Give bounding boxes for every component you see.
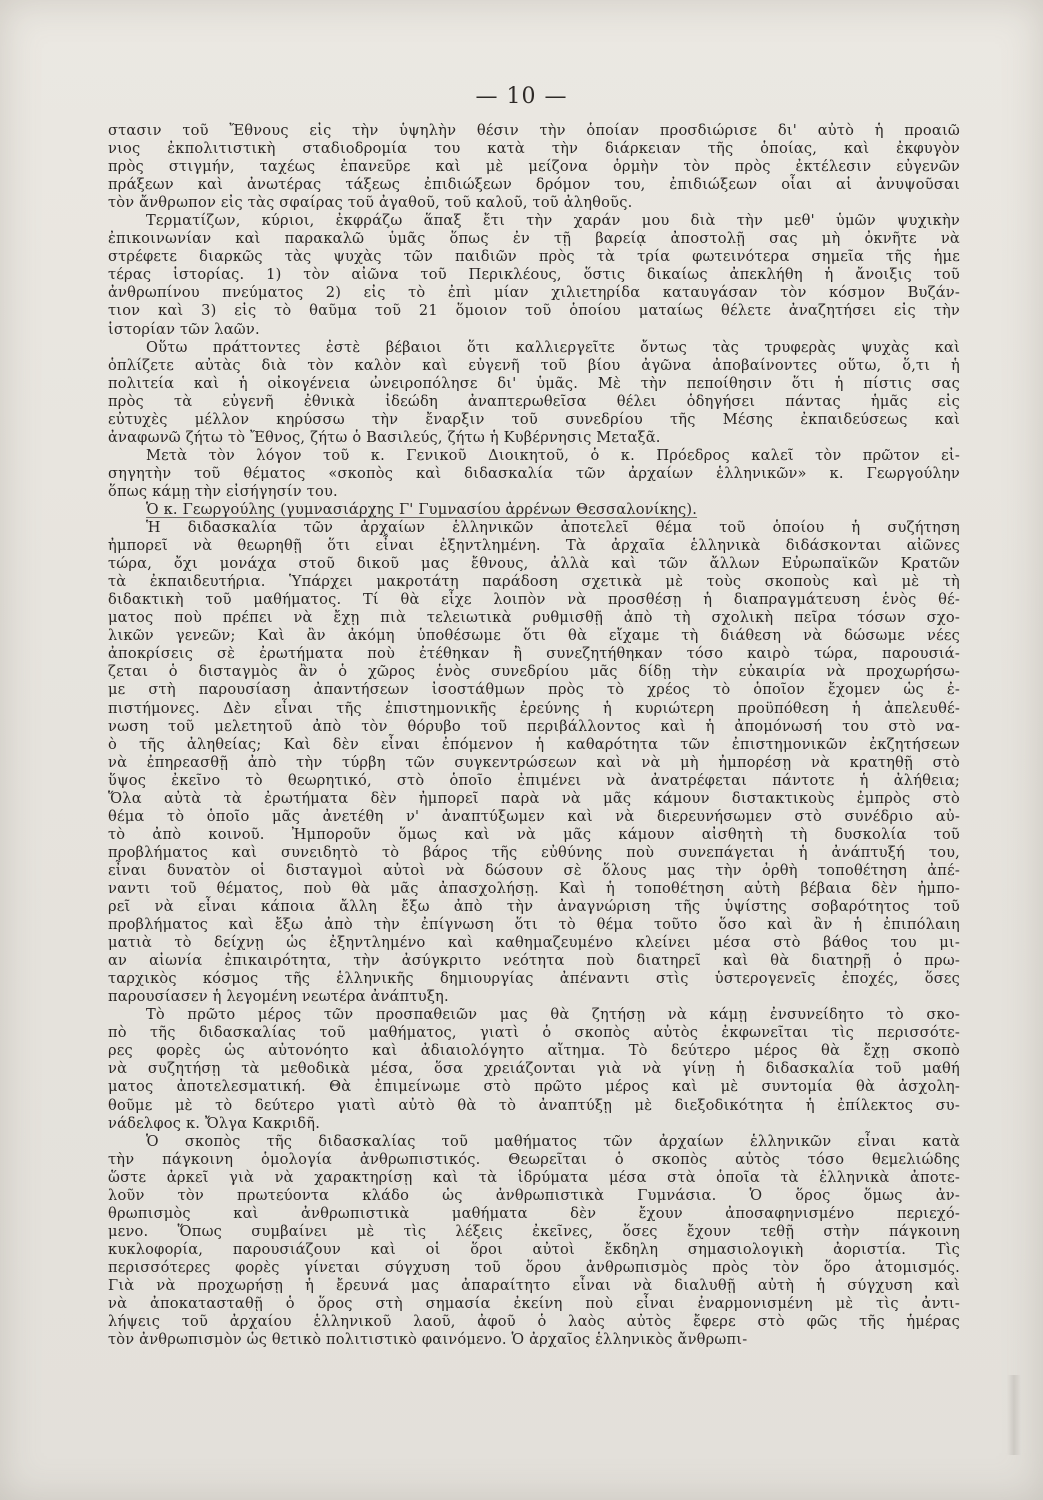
text-line: Τερματίζων, κύριοι, ἐκφράζω ἅπαξ ἔτι τὴν χαράν μου διὰ τὴν μεθ' ὑμῶν ψυχικὴν <box>146 212 960 230</box>
paragraph <box>108 519 960 1006</box>
text-line: τὸν ἄνθρωπον εἰς τὰς σφαίρας τοῦ ἀγαθοῦ, τοῦ καλοῦ, τοῦ ἀληθοῦς. <box>108 194 633 212</box>
text-line: πολιτεία καὶ ἡ οἰκογένεια ὠνειροπόλησε δι' ὑμᾶς. Μὲ τὴν πεποίθησιν ὅτι ἡ πίστις σας <box>108 374 960 392</box>
text-line: με στὴ παρουσίαση ἀπαντήσεων ἰσοστάθμων πρὸς τὸ χρέος τὸ ὁποῖον ἔχομεν ὡς ἐ- <box>108 681 960 699</box>
text-line: πρὸς στιγμήν, ταχέως ἐπανεῦρε καὶ μὲ μείζονα ὁρμὴν τὸν πρὸς ἐκτέλεσιν εὐγενῶν <box>108 158 960 176</box>
text-line: λοῦν τὸν πρωτεύοντα κλάδο ὡς ἀνθρωπιστικὰ Γυμνάσια. Ὁ ὅρος ὅμως ἀν- <box>108 1186 960 1204</box>
text-line: λήψεις τοῦ ἀρχαίου ἑλληνικοῦ λαοῦ, ἀφοῦ ὁ λαὸς αὐτὸς ἔφερε στὸ φῶς τῆς ἡμέρας <box>108 1313 960 1331</box>
paragraph <box>108 212 960 338</box>
text-line: πράξεων καὶ ἀνωτέρας τάξεως ἐπιδιώξεων δρόμον του, ἐπιδιώξεων οἷαι αἱ ἀνυψοῦσαι <box>108 176 960 194</box>
text-line: ρεῖ νὰ εἶναι κάποια ἄλλη ἔξω ἀπὸ τὴν ἀναγνώριση τῆς ὑψίστης σοβαρότητος τοῦ <box>108 898 960 916</box>
text-line: Ὁ σκοπὸς τῆς διδασκαλίας τοῦ μαθήματος τῶν ἀρχαίων ἑλληνικῶν εἶναι κατὰ <box>146 1132 960 1150</box>
text-line: ἐπικοινωνίαν καὶ παρακαλῶ ὑμᾶς ὅπως ἐν τῇ βαρείᾳ ἀποστολῇ σας μὴ ὀκνῆτε νὰ <box>108 230 960 248</box>
body-text <box>108 122 960 1349</box>
text-line: τώρα, ὄχι μονάχα στοῦ δικοῦ μας ἔθνους, ἀλλὰ καὶ τῶν ἄλλων Εὐρωπαϊκῶν Κρατῶν <box>108 555 960 573</box>
text-line: αν αἰωνία ἐπικαιρότητα, τὴν ἀσύγκριτο νεότητα ποὺ διατηρεῖ καὶ θὰ διατηρῇ ὁ πρω- <box>108 952 960 970</box>
text-line: ἀνθρωπίνου πνεύματος 2) εἰς τὸ ἐπὶ μίαν χιλιετηρίδα καταυγάσαν τὸν κόσμον Βυζάν- <box>108 284 960 302</box>
text-line: ὁπλίζετε αὐτὰς διὰ τὸν καλὸν καὶ εὐγενῆ τοῦ βίου ἀγῶνα ἀποβαίνοντες οὕτω, ὅ,τι ἡ <box>108 356 960 374</box>
text-line: τὰ ἐκπαιδευτήρια. Ὑπάρχει μακροτάτη παράδοση σχετικὰ μὲ τοὺς σκοποὺς καὶ μὲ τὴ <box>108 573 960 591</box>
text-line: ματος ἀποτελεσματική. Θὰ ἐπιμείνωμε στὸ πρῶτο μέρος καὶ μὲ συντομία θὰ ἀσχολη- <box>108 1078 960 1096</box>
text-line: προβλήματος καὶ ἔξω ἀπὸ τὴν ἐπίγνωση ὅτι τὸ θέμα τοῦτο ὅσο καὶ ἂν ἡ ἐπιπόλαιη <box>108 916 960 934</box>
text-line: πιστήμονες. Δὲν εἶναι τῆς ἐπιστημονικῆς ἐρεύνης ἡ κυριώτερη προϋπόθεση ἡ ἀπελευθέ- <box>108 699 960 717</box>
paragraph <box>108 447 960 501</box>
text-line: τιον καὶ 3) εἰς τὸ θαῦμα τοῦ 21 ὅμοιον τοῦ ὁποίου ματαίως θέλετε ἀναζητήσει εἰς τὴν <box>108 302 960 320</box>
text-line: προβλήματος καὶ συνειδητὸ τὸ βάρος τῆς εὐθύνης ποὺ συνεπάγεται ἡ ἀνάπτυξή του, <box>108 843 960 861</box>
text-line: περισσότερες φορὲς γίνεται σύγχυση τοῦ ὅρου ἀνθρωπισμὸς πρὸς τὸν ὅρο ἀτομισμός. <box>108 1258 960 1276</box>
text-line: ὕψος ἐκεῖνο τὸ θεωρητικό, στὸ ὁποῖο ἐπιμένει νὰ ἀνατρέφεται πάντοτε ἡ ἀλήθεια; <box>108 771 960 789</box>
text-line: τὸ ἀπὸ κοινοῦ. Ἠμποροῦν ὅμως καὶ νὰ μᾶς κάμουν αἰσθητὴ τὴ δυσκολία τοῦ <box>108 825 960 843</box>
text-line: Οὕτω πράττοντες ἐστὲ βέβαιοι ὅτι καλλιεργεῖτε ὄντως τὰς τρυφερὰς ψυχὰς καὶ <box>146 338 960 356</box>
text-line: στρέφετε διαρκῶς τὰς ψυχὰς τῶν παιδιῶν πρὸς τὰ τρία φωτεινότερα σημεῖα τῆς ἡμε <box>108 248 960 266</box>
text-line: Γιὰ νὰ προχωρήσῃ ἡ ἔρευνά μας ἀπαραίτητο εἶναι νὰ διαλυθῇ αὐτὴ ἡ σύγχυση καὶ <box>108 1277 960 1294</box>
speaker-heading <box>108 501 960 519</box>
paragraph <box>108 1133 960 1350</box>
text-line: σηγητὴν τοῦ θέματος «σκοπὸς καὶ διδασκαλία τῶν ἀρχαίων ἑλληνικῶν» κ. Γεωργούλην <box>108 464 960 482</box>
text-line: νωση τοῦ μελετητοῦ ἀπὸ τὸν θόρυβο τοῦ περιβάλλοντος καὶ ἡ ἀπομόνωσή του στὸ να- <box>108 717 960 735</box>
text-line: εὐτυχὲς μέλλον κηρύσσω τὴν ἔναρξιν τοῦ συνεδρίου τῆς Μέσης ἐκπαιδεύσεως καὶ <box>108 410 960 428</box>
text-line: Ἡ διδασκαλία τῶν ἀρχαίων ἑλληνικῶν ἀποτελεῖ θέμα τοῦ ὁποίου ἡ συζήτηση <box>146 519 960 537</box>
text-line: Τὸ πρῶτο μέρος τῶν προσπαθειῶν μας θὰ ζητήσῃ νὰ κάμῃ ἐνσυνείδητο τὸ σκο- <box>146 1006 960 1024</box>
text-line: νὰ ἀποκατασταθῇ ὁ ὅρος στὴ σημασία ἐκείνη ποὺ εἶναι ἐναρμονισμένη μὲ τὶς ἀντι- <box>108 1295 960 1313</box>
text-line: παρουσίασεν ἡ λεγομένη νεωτέρα ἀνάπτυξη. <box>108 988 449 1006</box>
text-line: τὴν πάγκοινη ὁμολογία ἀνθρωπιστικός. Θεωρεῖται ὁ σκοπὸς αὐτὸς τόσο θεμελιώδης <box>108 1150 960 1168</box>
paragraph <box>108 1006 960 1132</box>
text-line: νὰ ἐπηρεασθῇ ἀπὸ τὴν τύρβη τῶν συγκεντρώσεων καὶ νὰ μὴ ἠμπορέσῃ νὰ κρατηθῇ στὸ <box>108 753 960 771</box>
text-line: λικῶν γενεῶν; Καὶ ἂν ἀκόμη ὑποθέσωμε ὅτι θὰ εἴχαμε τὴ διάθεση νὰ δώσωμε νέες <box>108 627 960 645</box>
text-line: ἀποκρίσεις σὲ ἐρωτήματα ποὺ ἐτέθηκαν ἢ συνεζητήθηκαν τόσο καιρὸ τώρα, παρουσιά- <box>108 645 960 663</box>
text-line: τέρας ἱστορίας. 1) τὸν αἰῶνα τοῦ Περικλέους, ὅστις δικαίως ἀπεκλήθη ἡ ἄνοιξις τοῦ <box>108 266 960 284</box>
text-line: ἠμπορεῖ νὰ θεωρηθῇ ὅτι εἶναι ἐξηντλημένη. Τὰ ἀρχαῖα ἑλληνικὰ διδάσκονται αἰῶνες <box>108 537 960 555</box>
text-line: Ὅλα αὐτὰ τὰ ἐρωτήματα δὲν ἠμπορεῖ παρὰ νὰ μᾶς κάμουν διστακτικοὺς ἐμπρὸς στὸ <box>108 789 960 807</box>
text-line: στασιν τοῦ Ἔθνους εἰς τὴν ὑψηλὴν θέσιν τὴν ὁποίαν προσδιώρισε δι' αὐτὸ ἡ προαιῶ <box>108 122 960 139</box>
text-line: ὅπως κάμῃ τὴν εἰσήγησίν του. <box>108 482 338 500</box>
text-line: ματιὰ τὸ δείχνῃ ὡς ἐξηντλημένο καὶ καθημαζευμένο κλείνει μέσα στὸ βάθος του μι- <box>108 934 960 952</box>
paragraph <box>108 339 960 447</box>
text-line: διδακτικὴ τοῦ μαθήματος. Τί θὰ εἶχε λοιπὸν νὰ προσθέσῃ ἡ διαπραγμάτευση ἑνὸς θέ- <box>108 591 960 609</box>
text-line: πρὸς τὰ εὐγενῆ ἐθνικὰ ἰδεώδη ἀναπτερωθεῖσα θέλει ὁδηγήσει πάντας ἡμᾶς εἰς <box>108 392 960 410</box>
text-line: πὸ τῆς διδασκαλίας τοῦ μαθήματος, γιατὶ ὁ σκοπὸς αὐτὸς ἐκφωνεῖται τὶς περισσότε- <box>108 1024 960 1042</box>
text-line: ματος ποὺ πρέπει νὰ ἔχῃ πιὰ τελειωτικὰ ρυθμισθῇ ἀπὸ τὴ σχολικὴ πεῖρα τόσων σχο- <box>108 609 960 627</box>
text-line: νάδελφος κ. Ὄλγα Κακριδῆ. <box>108 1114 321 1132</box>
text-line: ἀναφωνῶ ζήτω τὸ Ἔθνος, ζήτω ὁ Βασιλεύς, ζήτω ἡ Κυβέρνησις Μεταξᾶ. <box>108 428 661 446</box>
text-line: ἱστορίαν τῶν λαῶν. <box>108 320 260 338</box>
text-line: ὸ τῆς ἀληθείας; Καὶ δὲν εἶναι ἐπόμενον ἡ καθαρότητα τῶν ἐπιστημονικῶν ἐκζητήσεων <box>108 735 960 753</box>
text-line: ταρχικὸς κόσμος τῆς ἑλληνικῆς δημιουργίας ἀπέναντι στὶς ὑστερογενεῖς ἐποχές, ὅσες <box>108 970 960 988</box>
text-line: εἶναι δυνατὸν οἱ δισταγμοὶ αὐτοὶ νὰ δώσουν σὲ ὅλους μας τὴν ὀρθὴ τοποθέτηση ἀπέ- <box>108 861 960 879</box>
text-line: ναντι τοῦ θέματος, ποὺ θὰ μᾶς ἀπασχολήσῃ. Καὶ ἡ τοποθέτηση αὐτὴ βέβαια δὲν ἠμπο- <box>108 879 960 897</box>
text-line: νιος ἐκπολιτιστικὴ σταδιοδρομία του κατὰ τὴν διάρκειαν τῆς ὁποίας, καὶ ἐκφυγὸν <box>108 140 960 158</box>
text-line: Ὁ κ. Γεωργούλης (γυμνασιάρχης Γ' Γυμνασίου ἀρρένων Θεσσαλονίκης). <box>146 500 698 518</box>
text-line: τὸν ἀνθρωπισμὸν ὡς θετικὸ πολιτιστικὸ φαινόμενο. Ὁ ἀρχαῖος ἑλληνικὸς ἄνθρωπι- <box>108 1331 748 1349</box>
text-line: θρωπισμὸς καὶ ἀνθρωπιστικὰ μαθήματα δὲν ἔχουν ἀποσαφηνισμένο περιεχό- <box>108 1204 960 1222</box>
text-line: κυκλοφορία, παρουσιάζουν καὶ οἱ ὅροι αὐτοὶ ἔκδηλη σημασιολογικὴ ἀοριστία. Τὶς <box>108 1240 960 1258</box>
scan-shadow <box>1007 1375 1021 1455</box>
page-number: — 10 — <box>475 84 568 109</box>
text-line: νὰ συζητήσῃ τὰ μεθοδικὰ μέσα, ὅσα χρειάζονται γιὰ νὰ γίνῃ ἡ διδασκαλία τοῦ μαθή <box>108 1060 960 1078</box>
text-line: θοῦμε μὲ τὸ δεύτερο γιατὶ αὐτὸ θὰ τὸ ἀναπτύξῃ μὲ διεξοδικότητα ἡ ἐπίλεκτος συ- <box>108 1096 960 1114</box>
text-line: μενο. Ὅπως συμβαίνει μὲ τὶς λέξεις ἐκεῖνες, ὅσες ἔχουν τεθῇ στὴν πάγκοινη <box>108 1222 960 1240</box>
paragraph <box>108 122 960 212</box>
text-line: ρες φορὲς ὡς αὐτονόητο καὶ ἀδιαιολόγητο αἴτημα. Τὸ δεύτερο μέρος θὰ ἔχῃ σκοπὸ <box>108 1042 960 1060</box>
text-line: θέμα τὸ ὁποῖο μᾶς ἀνετέθη ν' ἀναπτύξωμεν καὶ νὰ διερευνήσωμεν στὸ συνέδριο αὐ- <box>108 807 960 825</box>
text-line: Μετὰ τὸν λόγον τοῦ κ. Γενικοῦ Διοικητοῦ, ὁ κ. Πρόεδρος καλεῖ τὸν πρῶτον εἰ- <box>146 446 960 464</box>
text-line: ζεται ὁ δισταγμὸς ἂν ὁ χῶρος ἑνὸς συνεδρίου μᾶς δίδῃ τὴν εὐκαιρία νὰ προχωρήσω- <box>108 663 960 681</box>
text-line: ὥστε ἀρκεῖ γιὰ νὰ χαρακτηρίσῃ καὶ τὰ ἱδρύματα μέσα στὰ ὁποῖα τὰ ἑλληνικὰ ἀποτε- <box>108 1168 960 1186</box>
